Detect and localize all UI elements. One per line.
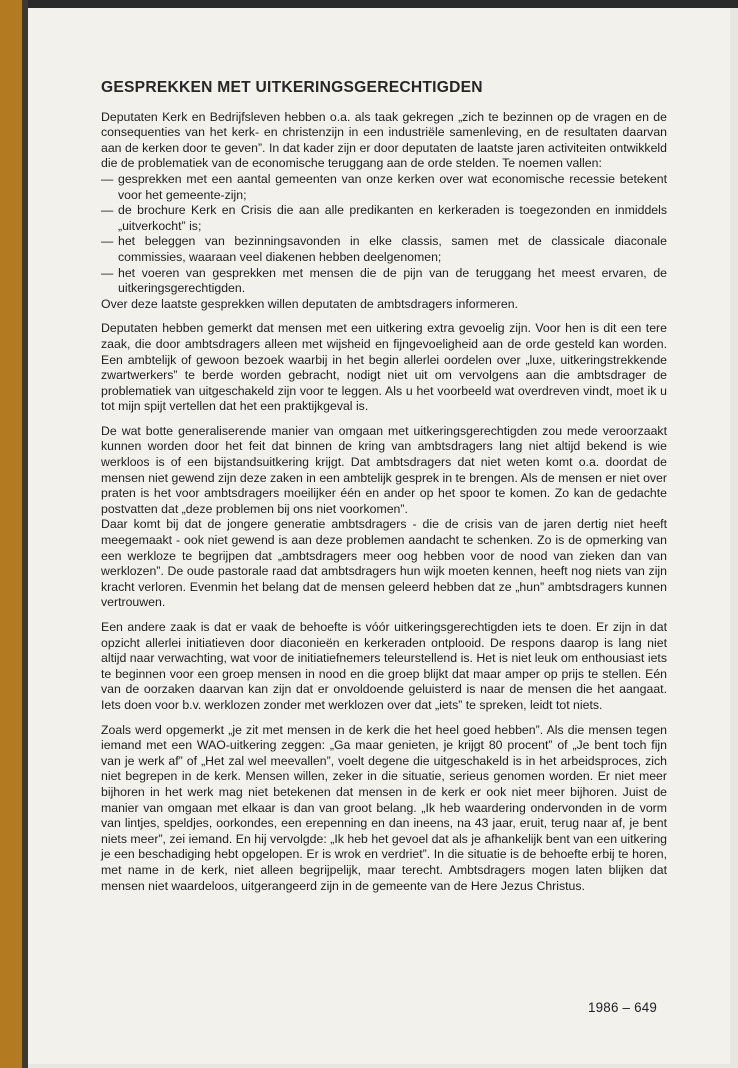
paragraph: Daar komt bij dat de jongere generatie ambtsdragers - die de crisis van de jaren dertig niet heeft meegemaakt - ook niet gewend is aan deze problemen aandacht te schenken. Zo is de opmerking van een werkloze te begrijpen dat „ambtsdragers meer oog hebben voor de nood van zieken dan van werklozen”. De oude pastorale raad dat ambtsdragers hun wijk moeten kennen, heeft nog niets van zijn kracht verloren. Evenmin het belang dat de mensen geleerd hebben dat ze „hun” ambtsdragers kunnen vertrouwen. <box>101 517 667 610</box>
paragraph: Een andere zaak is dat er vaak de behoefte is vóór uitkeringsgerechtigden iets te doen. Er zijn in dat opzicht allerlei initiatieven door diaconieën en kerkeraden ontplooid. De respons daarop is lang niet altijd naar verwachting, wat voor de initiatiefnemers teleurstellend is. Het is niet leuk om enthousiast iets te beginnen voor een groep mensen in nood en die groep blijkt dat maar amper op prijs te stellen. Eén van de oorzaken daarvan kan zijn dat er onvoldoende geluisterd is naar de mensen die het aangaat. Iets doen voor b.v. werklozen zonder met werklozen over dat „iets” te spreken, leidt tot niets. <box>101 620 667 712</box>
activity-list <box>101 172 667 297</box>
scan-top-edge <box>0 0 738 8</box>
paragraph: Deputaten hebben gemerkt dat mensen met een uitkering extra gevoelig zijn. Voor hen is dit een tere zaak, die door ambtsdragers alleen met wijsheid en fijngevoeligheid aan de orde gesteld kan worden. Een ambtelijk of gewoon bezoek waarbij in het begin allerlei oordelen over „luxe, uitkeringstrekkende zwartwerkers” te berde worden gebracht, nodigt niet uit om vervolgens aan die ambtsdrager de problematiek van uitgeschakeld zijn voor te leggen. Als u het voorbeeld wat overdreven vindt, moet ik u tot mijn spijt vertellen dat het een praktijkgeval is. <box>101 321 667 414</box>
list-item: — het beleggen van bezinningsavonden in elke classis, samen met de classicale diaconale commissies, waaraan veel diakenen hebben deelgenomen; <box>101 234 667 265</box>
page-title: GESPREKKEN MET UITKERINGSGERECHTIGDEN <box>101 79 483 96</box>
list-item: — de brochure Kerk en Crisis die aan alle predikanten en kerkeraden is toegezonden en inmiddels „uitverkocht” is; <box>101 203 667 234</box>
article <box>101 80 667 903</box>
document-page <box>28 8 730 1064</box>
paragraph: De wat botte generaliserende manier van omgaan met uitkeringsgerechtigden zou mede veroorzaakt kunnen worden door het feit dat binnen de kring van ambtsdragers lang niet altijd bekend is wie werkloos is of een bijstandsuitkering krijgt. Dat ambtsdragers dat niet weten komt o.a. doordat de mensen niet gewend zijn deze zaken in een ambtelijk gesprek in te brengen. Als de mensen er niet over praten is het voor ambtsdragers moeilijker één en ander op het spoor te komen. Zo kan de gedachte postvatten dat „deze problemen bij ons niet voorkomen”. <box>101 423 667 516</box>
list-item: — gesprekken met een aantal gemeenten van onze kerken over wat economische recessie betekent voor het gemeente-zijn; <box>101 172 667 203</box>
page-number: 1986 – 649 <box>588 1000 658 1015</box>
paragraph: Zoals werd opgemerkt „je zit met mensen in de kerk die het heel goed hebben”. Als die mensen tegen iemand met een WAO-uitkering zeggen: „Ga maar genieten, je krijgt 80 procent” of „Je bent toch fijn van je werk af” of „Het zal wel meevallen”, voelt degene die uitgeschakeld is in het arbeidsproces, zich niet begrepen in de kerk. Mensen willen, zeker in die situatie, serieus genomen worden. Er niet meer bijhoren in het werk mag niet betekenen dat mensen in de kerk er ook niet meer bijhoren. Juist de manier van omgaan met elkaar is dan van groot belang. „Ik heb waardering ondervonden in de vorm van lintjes, speldjes, oorkondes, een erepenning en dan ineens, na 43 jaar, eruit, terug naar af, je bent niets meer”, zei iemand. En hij vervolgde: „Ik heb het gevoel dat als je afhankelijk bent van een uitkering je een beschadiging hebt opgelopen. Er is wrok en verdriet”. In die situatie is de behoefte erbij te horen, met name in de kerk, niet alleen begrijpelijk, maar terecht. Ambtsdragers mogen laten blijken dat mensen niet waardeloos, uitgerangeerd zijn in de gemeente van de Here Jezus Christus. <box>101 722 667 893</box>
list-item: — het voeren van gesprekken met mensen die de pijn van de teruggang het meest ervaren, de uitkeringsgerechtigden. <box>101 266 667 297</box>
list-followup: Over deze laatste gesprekken willen deputaten de ambtsdragers informeren. <box>101 296 518 311</box>
binding-edge <box>0 0 22 1068</box>
intro-paragraph: Deputaten Kerk en Bedrijfsleven hebben o.a. als taak gekregen „zich te bezinnen op de vragen en de consequenties van het kerk- en christenzijn in een industriële samenleving, en de resultaten daarvan aan de kerken door te geven”. In dat kader zijn er door deputaten de laatste jaren activiteiten ontwikkeld die de problematiek van de economische teruggang aan de orde stelden. Te noemen vallen: <box>101 109 667 171</box>
